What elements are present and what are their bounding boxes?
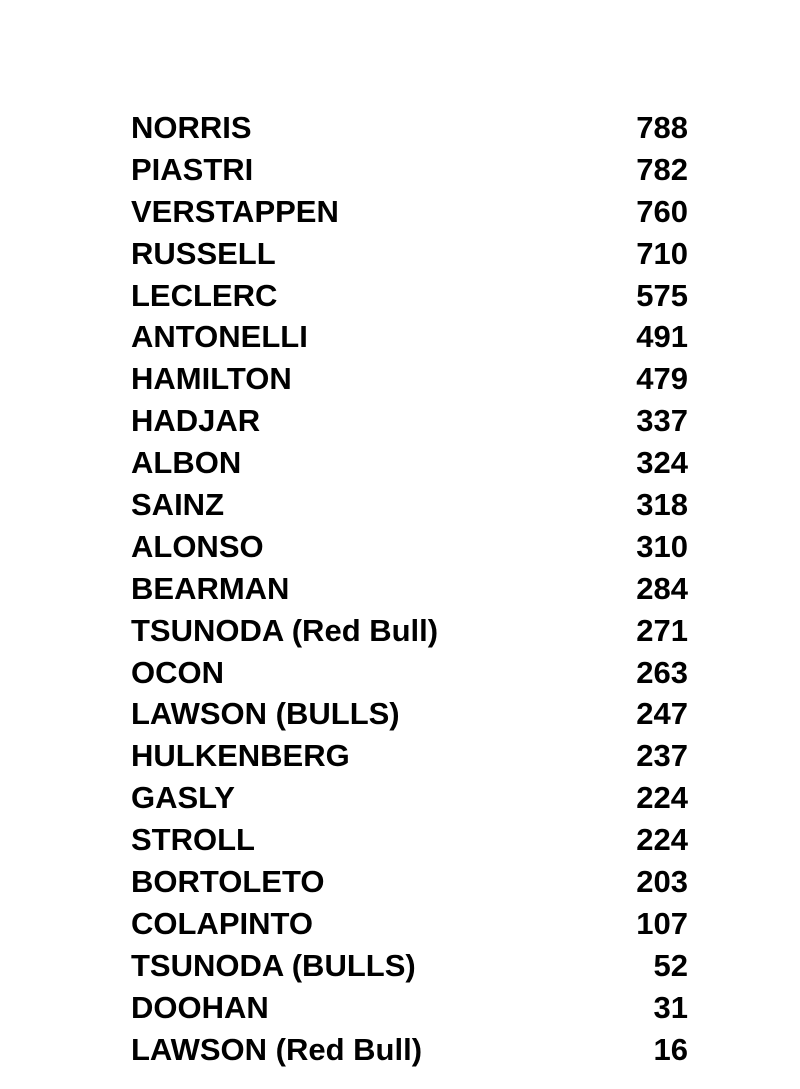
standings-row [131, 610, 688, 652]
driver-name: GASLY [131, 780, 235, 816]
standings-row [131, 191, 688, 233]
driver-points: 224 [636, 780, 688, 816]
standings-row [131, 149, 688, 191]
driver-points: 479 [636, 361, 688, 397]
standings-row [131, 233, 688, 275]
driver-name: BEARMAN [131, 570, 290, 606]
driver-name: ALONSO [131, 528, 264, 564]
driver-name: PIASTRI [131, 151, 254, 187]
standings-row [131, 1029, 688, 1071]
standings-row [131, 819, 688, 861]
driver-name: COLAPINTO [131, 905, 313, 941]
standings-row [131, 358, 688, 400]
driver-name: TSUNODA (BULLS) [131, 947, 416, 983]
driver-name: LAWSON (Red Bull) [131, 1031, 423, 1067]
driver-name: LECLERC [131, 277, 278, 313]
standings-row [131, 442, 688, 484]
driver-name: STROLL [131, 822, 255, 858]
driver-name: ANTONELLI [131, 319, 308, 355]
driver-points: 263 [636, 654, 688, 690]
driver-points: 310 [636, 528, 688, 564]
driver-points: 237 [636, 738, 688, 774]
standings-row [131, 526, 688, 568]
standings-row [131, 316, 688, 358]
driver-points: 324 [636, 445, 688, 481]
driver-points: 337 [636, 403, 688, 439]
standings-row [131, 568, 688, 610]
driver-name: LAWSON (BULLS) [131, 696, 400, 732]
driver-points: 318 [636, 487, 688, 523]
driver-points: 491 [636, 319, 688, 355]
driver-points: 710 [636, 235, 688, 271]
driver-points: 760 [636, 193, 688, 229]
standings-row [131, 652, 688, 694]
driver-points: 107 [636, 905, 688, 941]
driver-name: ALBON [131, 445, 242, 481]
driver-points: 271 [636, 612, 688, 648]
driver-name: SAINZ [131, 487, 224, 523]
standings-row [131, 861, 688, 903]
driver-name: VERSTAPPEN [131, 193, 339, 229]
standings-row [131, 275, 688, 317]
driver-name: HADJAR [131, 403, 261, 439]
standings-row [131, 400, 688, 442]
driver-points: 31 [653, 989, 688, 1025]
driver-name: RUSSELL [131, 235, 276, 271]
standings-row [131, 903, 688, 945]
driver-points: 788 [636, 110, 688, 145]
standings-row [131, 693, 688, 735]
driver-name: HAMILTON [131, 361, 292, 397]
driver-points: 203 [636, 864, 688, 900]
driver-points: 284 [636, 570, 688, 606]
driver-points: 52 [653, 947, 688, 983]
driver-name: OCON [131, 654, 224, 690]
standings-row [131, 987, 688, 1029]
driver-name: NORRIS [131, 110, 252, 145]
standings-row [131, 945, 688, 987]
driver-points: 247 [636, 696, 688, 732]
standings-row [131, 107, 688, 149]
standings-row [131, 735, 688, 777]
standings-list [131, 107, 688, 1070]
driver-points: 16 [653, 1031, 688, 1067]
driver-name: HULKENBERG [131, 738, 350, 774]
driver-name: TSUNODA (Red Bull) [131, 612, 439, 648]
driver-points: 224 [636, 822, 688, 858]
standings-row [131, 777, 688, 819]
driver-name: DOOHAN [131, 989, 269, 1025]
standings-row [131, 484, 688, 526]
driver-points: 782 [636, 151, 688, 187]
driver-points: 575 [636, 277, 688, 313]
driver-name: BORTOLETO [131, 864, 325, 900]
